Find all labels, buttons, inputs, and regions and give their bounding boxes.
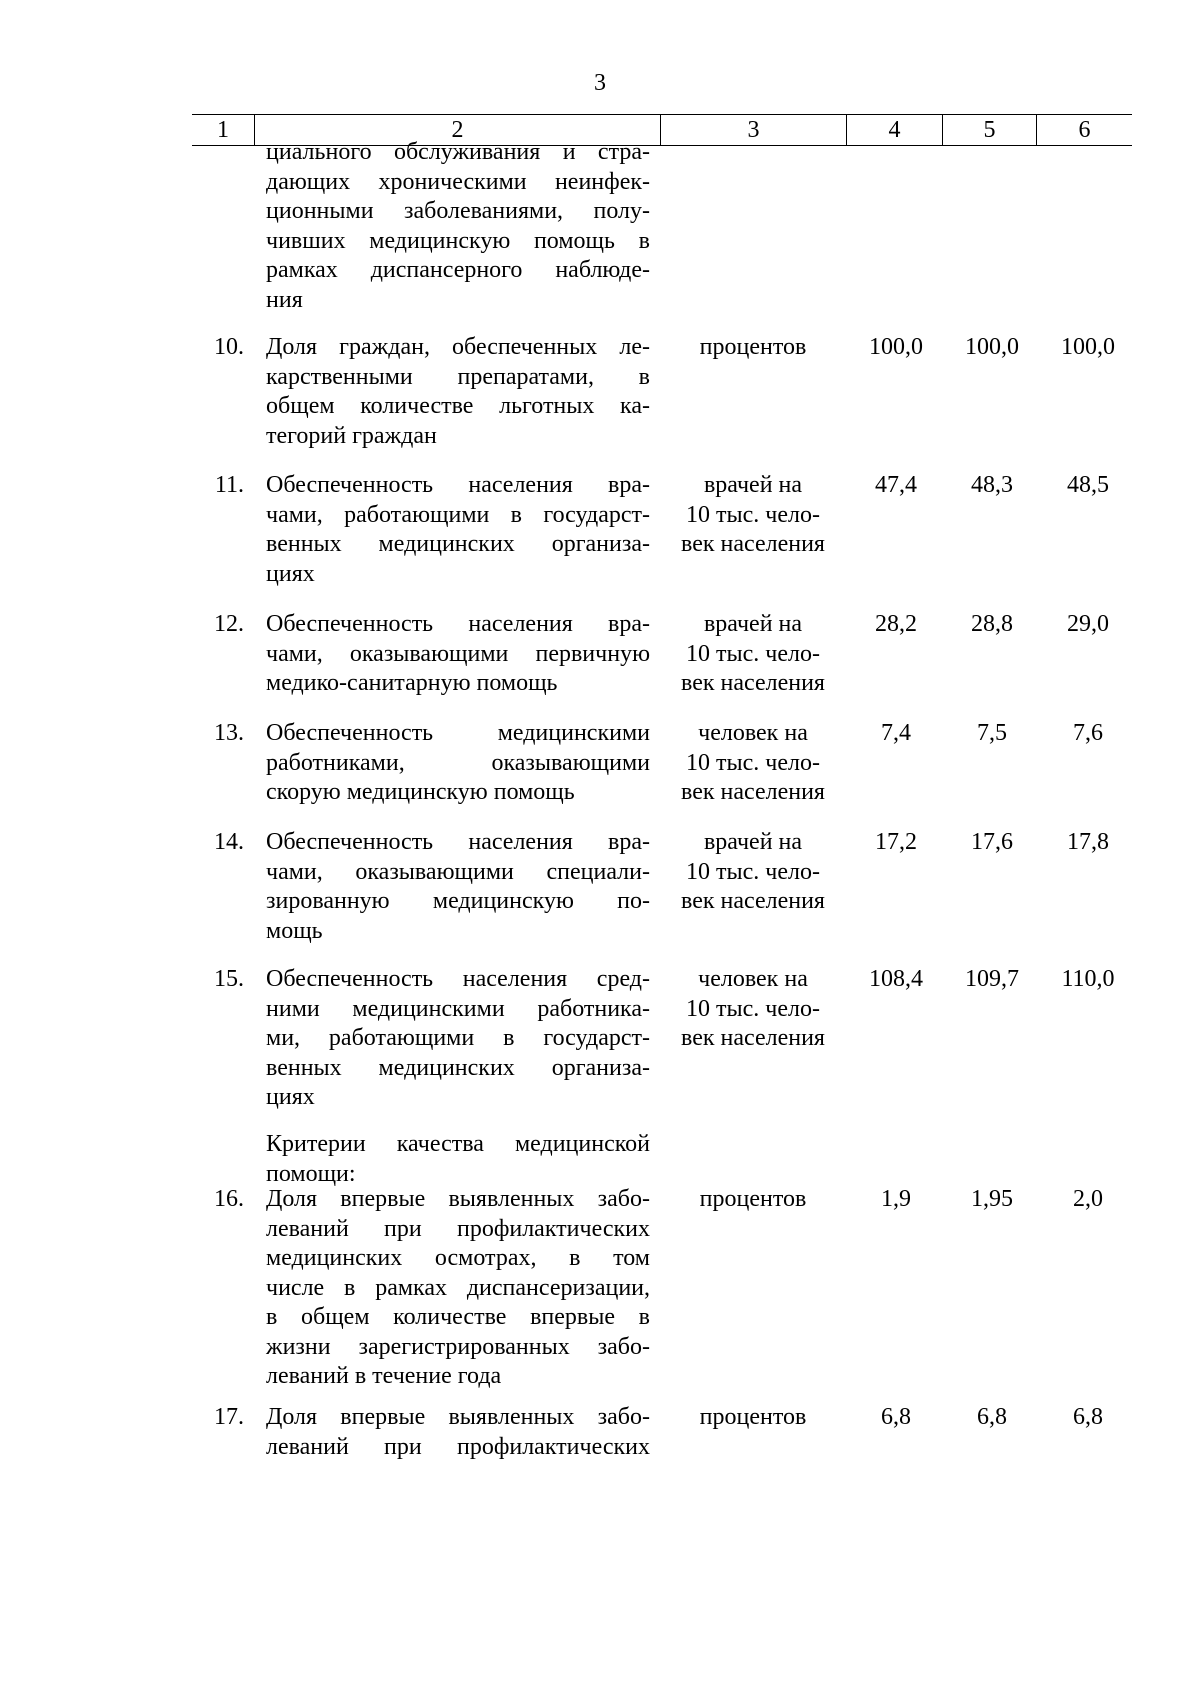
row-number: 15. — [214, 966, 244, 992]
header-col-2: 2 — [254, 115, 660, 145]
row-number: 11. — [214, 472, 244, 498]
text-line: ми, работающими в государст- — [266, 1025, 650, 1051]
text-line: Обеспеченность медицинскими — [266, 720, 650, 746]
header-col-4: 4 — [846, 115, 942, 145]
text-line: леваний при профилактических — [266, 1215, 650, 1242]
value-col-5: 17,6 — [971, 829, 1013, 855]
unit-line: человек на — [698, 966, 808, 992]
text-line: чивших медицинскую помощь в — [266, 227, 650, 254]
value-col-5: 1,95 — [971, 1186, 1013, 1212]
row-number: 17. — [214, 1404, 244, 1430]
page-number: 3 — [594, 70, 606, 96]
unit-cell — [668, 1403, 838, 1433]
text-line: ния — [266, 286, 303, 313]
text-line: циях — [266, 560, 315, 587]
unit-line: век населения — [681, 779, 825, 805]
row-number: 16. — [214, 1186, 244, 1212]
text-line: Обеспеченность населения вра- — [266, 611, 650, 637]
unit-line: врачей на — [703, 829, 803, 855]
unit-cell — [668, 333, 838, 363]
section-text — [266, 1130, 650, 1189]
unit-line: век населения — [681, 531, 825, 557]
text-line: Обеспеченность населения вра- — [266, 829, 650, 855]
text-line: рамках диспансерного наблюде- — [266, 257, 650, 283]
unit-cell — [668, 828, 838, 917]
row-number: 13. — [214, 720, 244, 746]
text-line: леваний в течение года — [266, 1363, 502, 1389]
header-col-1: 1 — [217, 117, 229, 143]
value-col-4: 100,0 — [869, 334, 923, 360]
text-line: Обеспеченность населения вра- — [266, 472, 650, 498]
unit-line: век населения — [681, 670, 825, 696]
indicator-text — [266, 471, 650, 589]
unit-cell — [668, 471, 838, 560]
text-line: Доля впервые выявленных забо- — [266, 1186, 650, 1212]
unit-cell — [668, 965, 838, 1054]
indicator-text — [266, 1185, 650, 1392]
unit-line: 10 тыс. чело- — [686, 858, 820, 885]
text-line: ционными заболеваниями, полу- — [266, 198, 650, 224]
value-col-5: 7,5 — [977, 720, 1007, 746]
value-col-6: 7,6 — [1073, 720, 1103, 746]
text-line: венных медицинских организа- — [266, 1054, 650, 1081]
text-line: чами, оказывающими специали- — [266, 858, 650, 885]
text-line: циального обслуживания и стра- — [266, 139, 650, 165]
header-col-6: 6 — [1036, 115, 1132, 145]
text-line: зированную медицинскую по- — [266, 888, 650, 914]
value-col-6: 6,8 — [1073, 1404, 1103, 1430]
row-number: 14. — [214, 829, 244, 855]
value-col-6: 48,5 — [1067, 472, 1109, 498]
value-col-6: 2,0 — [1073, 1186, 1103, 1212]
text-line: венных медицинских организа- — [266, 531, 650, 557]
text-line: жизни зарегистрированных забо- — [266, 1333, 650, 1360]
unit-line: 10 тыс. чело- — [686, 749, 820, 776]
text-line: числе в рамках диспансеризации, — [266, 1274, 650, 1301]
value-col-6: 17,8 — [1067, 829, 1109, 855]
indicator-text — [266, 719, 650, 808]
text-line: ними медицинскими работника- — [266, 995, 650, 1022]
value-col-6: 29,0 — [1067, 611, 1109, 637]
value-col-5: 6,8 — [977, 1404, 1007, 1430]
value-col-6: 100,0 — [1061, 334, 1115, 360]
value-col-5: 109,7 — [965, 966, 1019, 992]
text-line: Доля граждан, обеспеченных ле- — [266, 334, 650, 360]
text-line: работниками, оказывающими — [266, 749, 650, 776]
unit-line: врачей на — [703, 472, 803, 498]
value-col-4: 108,4 — [869, 966, 923, 992]
text-line: леваний при профилактических — [266, 1433, 650, 1460]
unit-line: 10 тыс. чело- — [686, 501, 820, 528]
row-number: 12. — [214, 611, 244, 637]
value-col-5: 48,3 — [971, 472, 1013, 498]
unit-line: человек на — [698, 720, 808, 746]
value-col-5: 28,8 — [971, 611, 1013, 637]
indicator-text — [266, 965, 650, 1113]
text-line: скорую медицинскую помощь — [266, 779, 575, 805]
indicator-text — [266, 610, 650, 699]
value-col-4: 17,2 — [875, 829, 917, 855]
unit-line: 10 тыс. чело- — [686, 995, 820, 1022]
unit-line: врачей на — [703, 611, 803, 637]
unit-line: век населения — [681, 888, 825, 914]
value-col-4: 7,4 — [881, 720, 911, 746]
text-line: чами, работающими в государст- — [266, 501, 650, 528]
value-col-4: 1,9 — [881, 1186, 911, 1212]
unit-cell — [668, 719, 838, 808]
text-line: дающих хроническими неинфек- — [266, 168, 650, 195]
value-col-6: 110,0 — [1061, 966, 1115, 992]
continuation-text — [266, 138, 650, 315]
value-col-4: 6,8 — [881, 1404, 911, 1430]
text-line: медицинских осмотрах, в том — [266, 1245, 650, 1271]
text-line: помощи: — [266, 1160, 356, 1187]
unit-line: 10 тыс. чело- — [686, 640, 820, 667]
text-line: карственными препаратами, в — [266, 363, 650, 390]
text-line: медико-санитарную помощь — [266, 670, 558, 696]
indicator-text — [266, 1403, 650, 1462]
text-line: Доля впервые выявленных забо- — [266, 1404, 650, 1430]
value-col-5: 100,0 — [965, 334, 1019, 360]
unit-line: век населения — [681, 1025, 825, 1051]
unit-cell — [668, 1185, 838, 1215]
value-col-4: 47,4 — [875, 472, 917, 498]
text-line: Обеспеченность населения сред- — [266, 966, 650, 992]
header-col-5: 5 — [942, 115, 1036, 145]
header-col-3: 3 — [660, 115, 846, 145]
text-line: Критерии качества медицинской — [266, 1131, 650, 1157]
text-line: мощь — [266, 917, 323, 944]
value-col-4: 28,2 — [875, 611, 917, 637]
row-number: 10. — [214, 334, 244, 360]
text-line: тегорий граждан — [266, 422, 437, 449]
unit-cell — [668, 610, 838, 699]
text-line: общем количестве льготных ка- — [266, 393, 650, 419]
indicator-text — [266, 828, 650, 946]
text-line: циях — [266, 1084, 315, 1110]
text-line: чами, оказывающими первичную — [266, 640, 650, 667]
unit-line: процентов — [699, 1186, 807, 1212]
unit-line: процентов — [699, 334, 807, 360]
unit-line: процентов — [699, 1404, 807, 1430]
indicator-text — [266, 333, 650, 451]
text-line: в общем количестве впервые в — [266, 1304, 650, 1330]
